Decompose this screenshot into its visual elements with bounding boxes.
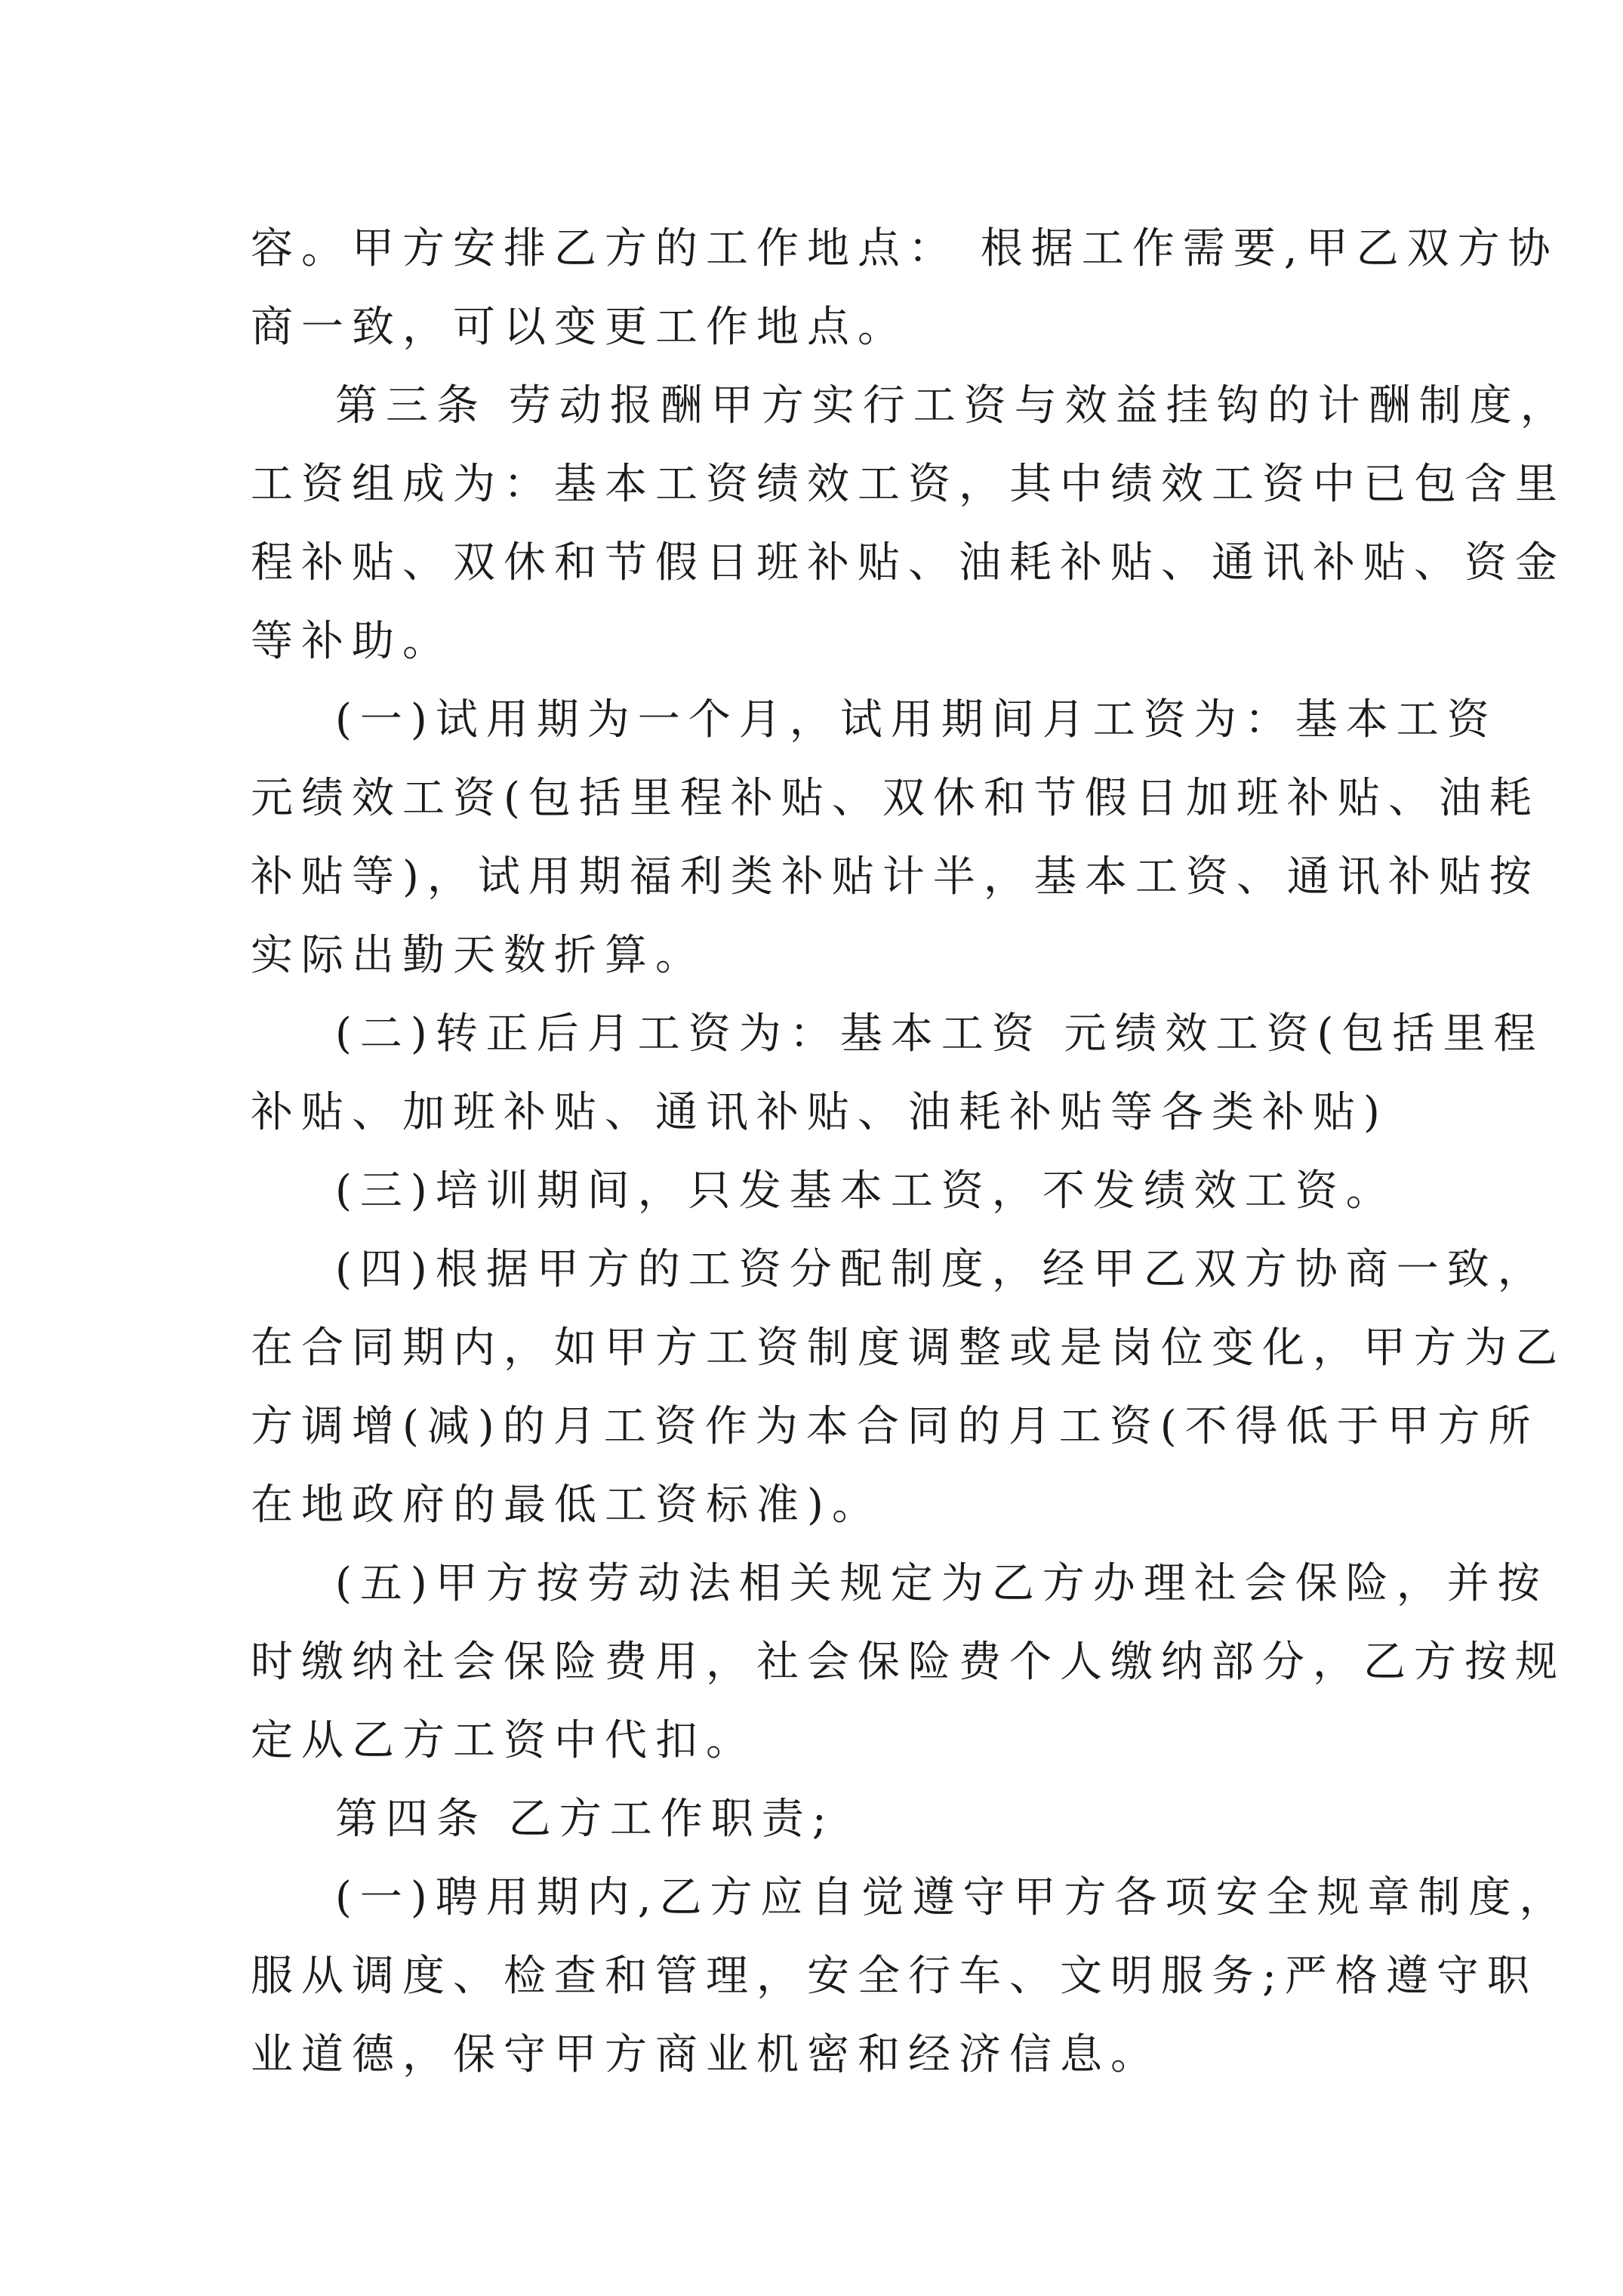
text-line: (二)转正后月工资为：基本工资 元绩效工资(包括里程 bbox=[335, 1009, 1544, 1059]
document-body bbox=[251, 210, 1571, 2094]
text-line: 业道德，保守甲方商业机密和经济信息。 bbox=[251, 2030, 1161, 2079]
text-line: 在合同期内，如甲方工资制度调整或是岗位变化，甲方为乙 bbox=[251, 1324, 1566, 1373]
paragraph-item-2 bbox=[251, 995, 1544, 1152]
text-line: 工资组成为：基本工资绩效工资，其中绩效工资中已包含里 bbox=[251, 460, 1566, 509]
paragraph-article-3 bbox=[251, 367, 1571, 681]
paragraph-item-1 bbox=[251, 681, 1540, 995]
paragraph-duty-item-1 bbox=[251, 1859, 1570, 2094]
paragraph-item-4 bbox=[251, 1231, 1566, 1545]
text-line: 第四条 乙方工作职责; bbox=[335, 1795, 835, 1844]
text-line: 元绩效工资(包括里程补贴、双休和节假日加班补贴、油耗 bbox=[251, 774, 1540, 823]
text-line: 实际出勤天数折算。 bbox=[251, 931, 706, 980]
text-line: 补贴等)，试用期福利类补贴计半，基本工资、通讯补贴按 bbox=[251, 852, 1540, 901]
paragraph-article-4 bbox=[251, 1780, 1383, 1859]
text-line: 方调增(减)的月工资作为本合同的月工资(不得低于甲方所 bbox=[251, 1402, 1539, 1451]
text-line: 在地政府的最低工资标准)。 bbox=[251, 1481, 882, 1530]
text-line: 定从乙方工资中代扣。 bbox=[251, 1716, 756, 1765]
text-line: (一)试用期为一个月，试用期间月工资为：基本工资 bbox=[335, 695, 1498, 744]
text-line: 补贴、加班补贴、通讯补贴、油耗补贴等各类补贴) bbox=[251, 1088, 1388, 1137]
text-line: 容。甲方安排乙方的工作地点： 根据工作需要,甲乙双方协 bbox=[251, 224, 1559, 273]
paragraph-item-5 bbox=[251, 1545, 1566, 1780]
text-line: 时缴纳社会保险费用，社会保险费个人缴纳部分，乙方按规 bbox=[251, 1638, 1566, 1687]
paragraph-item-3 bbox=[251, 1152, 1397, 1231]
text-line: (四)根据甲方的工资分配制度，经甲乙双方协商一致， bbox=[335, 1245, 1548, 1294]
text-line: 程补贴、双休和节假日班补贴、油耗补贴、通讯补贴、资金 bbox=[251, 538, 1566, 587]
text-line: (五)甲方按劳动法相关规定为乙方办理社会保险，并按 bbox=[335, 1559, 1548, 1608]
text-line: (一)聘用期内,乙方应自觉遵守甲方各项安全规章制度， bbox=[335, 1873, 1570, 1922]
text-line: 第三条 劳动报酬甲方实行工资与效益挂钩的计酬制度， bbox=[335, 381, 1571, 430]
text-line: 等补助。 bbox=[251, 617, 453, 666]
text-line: (三)培训期间，只发基本工资，不发绩效工资。 bbox=[335, 1166, 1397, 1216]
paragraph bbox=[251, 210, 1559, 367]
text-line: 商一致，可以变更工作地点。 bbox=[251, 303, 908, 352]
text-line: 服从调度、检查和管理，安全行车、文明服务;严格遵守职 bbox=[251, 1952, 1538, 2001]
